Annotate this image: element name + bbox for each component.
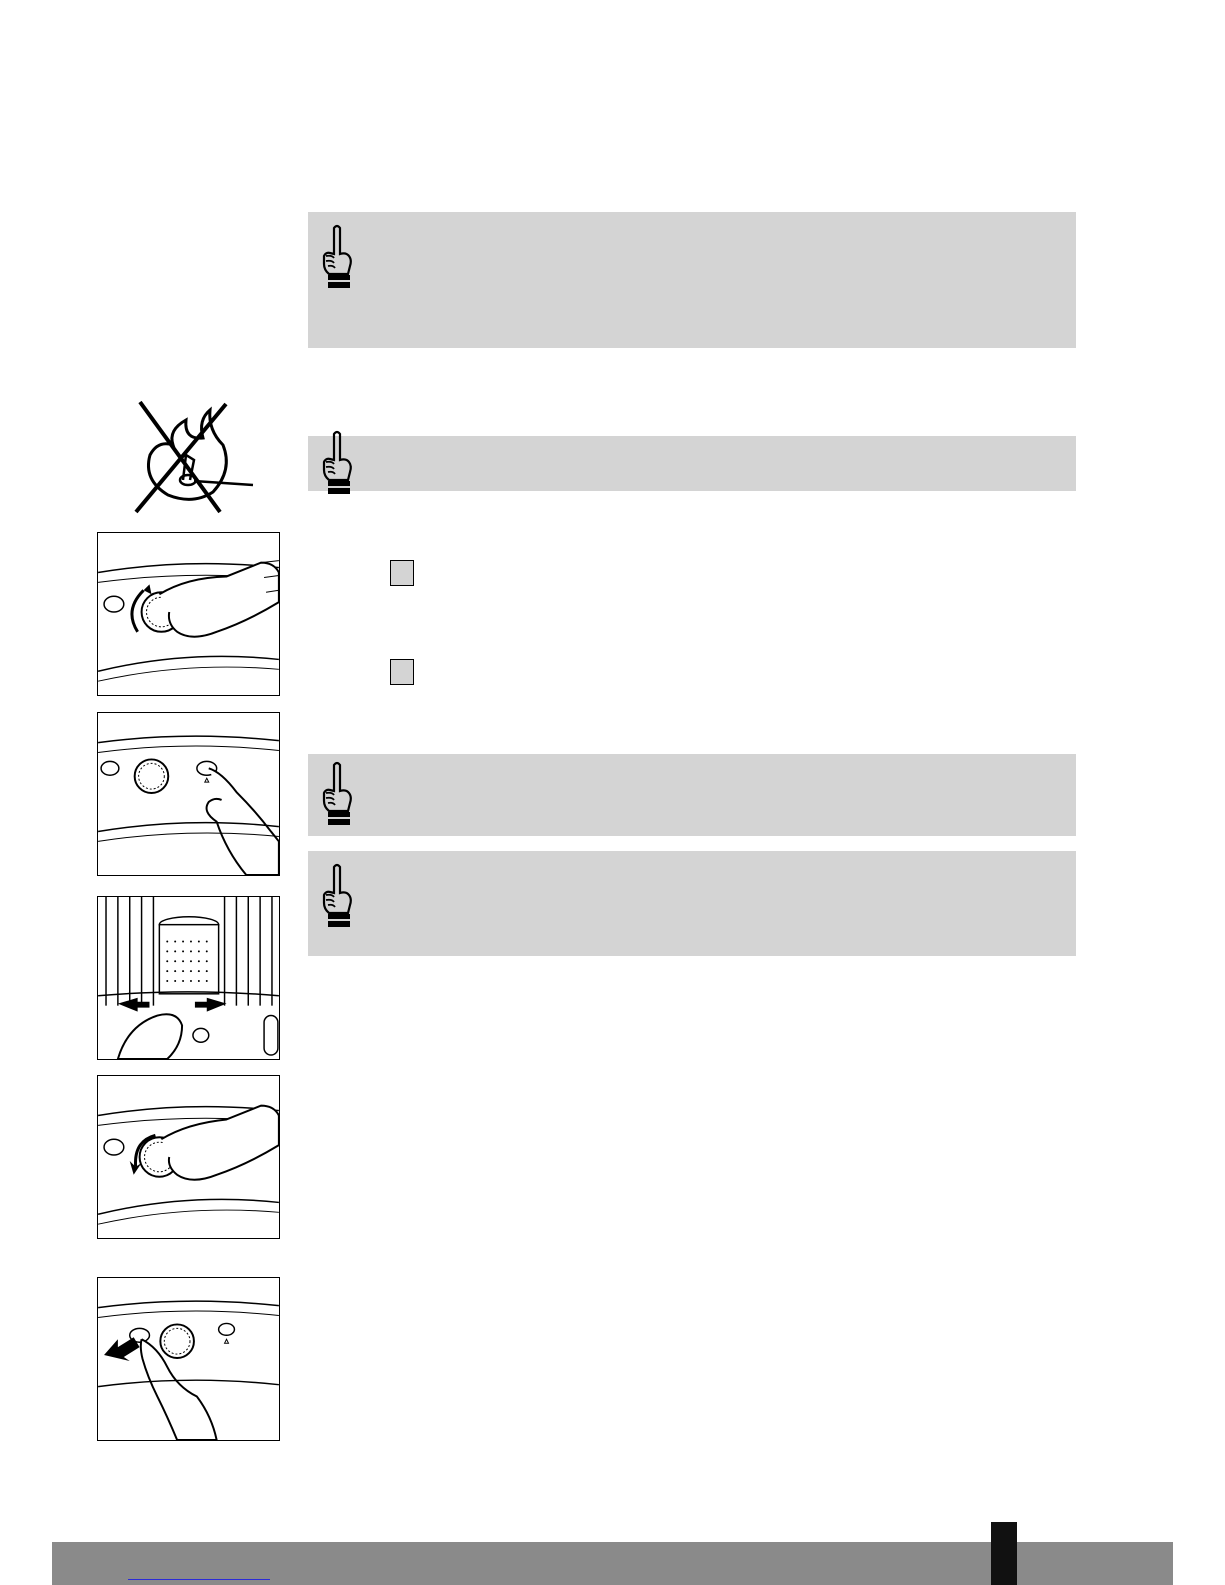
note-box-1: [308, 212, 1076, 348]
note-box-2: [308, 436, 1076, 491]
press-stop-button-icon: [98, 1278, 279, 1440]
figure-adjust-burner: [97, 896, 280, 1060]
no-flame-icon: [128, 400, 258, 518]
figure-press-ignition-button: [97, 712, 280, 876]
burner-adjust-icon: [98, 897, 279, 1059]
figure-turn-knob-counterclockwise: [97, 1075, 280, 1239]
press-button-icon: [98, 713, 279, 875]
footer-link-underline[interactable]: [128, 1579, 270, 1580]
figure-turn-knob-clockwise: [97, 532, 280, 696]
pointing-hand-icon: [320, 761, 354, 827]
page-number-tab: [991, 1522, 1017, 1585]
note-box-4: [308, 851, 1076, 956]
pointing-hand-icon: [320, 863, 354, 929]
knob-turn-left-icon: [98, 1076, 279, 1238]
note-box-3: [308, 754, 1076, 836]
step-checkbox-2[interactable]: [390, 659, 414, 685]
step-checkbox-1[interactable]: [390, 560, 414, 586]
knob-turn-right-icon: [98, 533, 279, 695]
pointing-hand-icon: [320, 224, 354, 290]
figure-press-extinguish-button: [97, 1277, 280, 1441]
pointing-hand-icon: [320, 430, 354, 496]
